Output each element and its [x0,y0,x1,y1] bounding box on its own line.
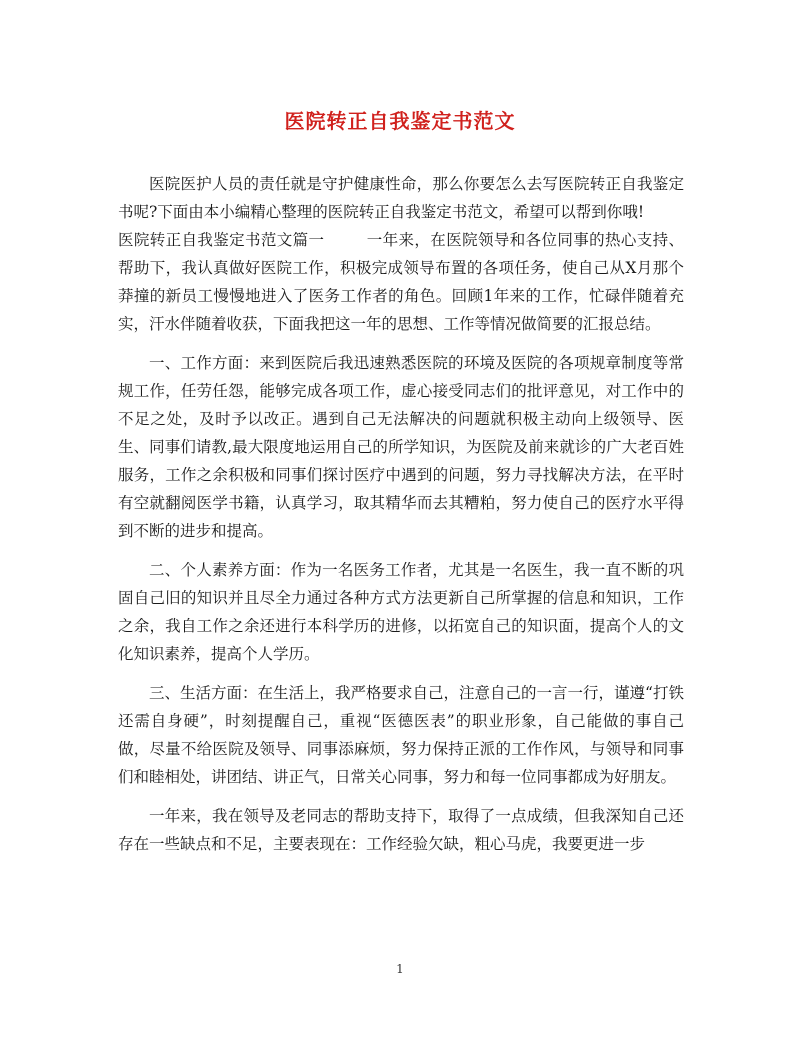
page-number: 1 [396,962,404,976]
paragraph-work: 一、工作方面：来到医院后我迅速熟悉医院的环境及医院的各项规章制度等常规工作，任劳任怨，能够完成各项工作，虚心接受同志们的批评意见，对工作中的不足之处，及时予以改正。遇到自己无法解决的问题就积极主动向上级领导、医生、同事们请教,最大限度地运用自己的所学知识，为医院及前来就诊的广大老百姓服务，工作之余积极和同事们探讨医疗中遇到的问题，努力寻找解决方法，在平时有空就翻阅医学书籍，认真学习，取其精华而去其糟粕，努力使自己的医疗水平得到不断的进步和提高。 [118,354,684,540]
section-heading: 医院转正自我鉴定书范文篇一 [118,231,325,249]
section-opening: 一年来，在医院领导和各位同事的热心支持、帮助下，我认真做好医院工作，积极完成领导布置的各项任务，使自己从X月那个莽撞的新员工慢慢地进入了医务工作者的角色。回顾1年来的工作，忙碌伴随着充实，汗水伴随着收获，下面我把这一年的思想、工作等情况做简要的汇报总结。 [118,231,684,333]
intro-paragraph: 医院医护人员的责任就是守护健康性命，那么你要怎么去写医院转正自我鉴定书呢?下面由本小编精心整理的医院转正自我鉴定书范文，希望可以帮到你哦! [118,175,684,221]
paragraph-life: 三、生活方面：在生活上，我严格要求自己，注意自己的一言一行，谨遵“打铁还需自身硬”，时刻提醒自己，重视“医德医表”的职业形象，自己能做的事自己做，尽量不给医院及领导、同事添麻烦，努力保持正派的工作作风，与领导和同事们和睦相处，讲团结、讲正气，日常关心同事，努力和每一位同事都成为好朋友。 [118,684,684,786]
paragraph-summary: 一年来，我在领导及老同志的帮助支持下，取得了一点成绩，但我深知自己还存在一些缺点和不足，主要表现在：工作经验欠缺，粗心马虎，我要更进一步 [118,807,684,853]
section-line [118,226,684,338]
paragraph-personal: 二、个人素养方面：作为一名医务工作者，尤其是一名医生，我一直不断的巩固自己旧的知识并且尽全力通过各种方式方法更新自己所掌握的信息和知识，工作之余，我自工作之余还进行本科学历的进修，以拓宽自己的知识面，提高个人的文化知识素养，提高个人学历。 [118,561,684,663]
document-body [118,170,684,869]
document-title: 医院转正自我鉴定书范文 [284,109,516,133]
